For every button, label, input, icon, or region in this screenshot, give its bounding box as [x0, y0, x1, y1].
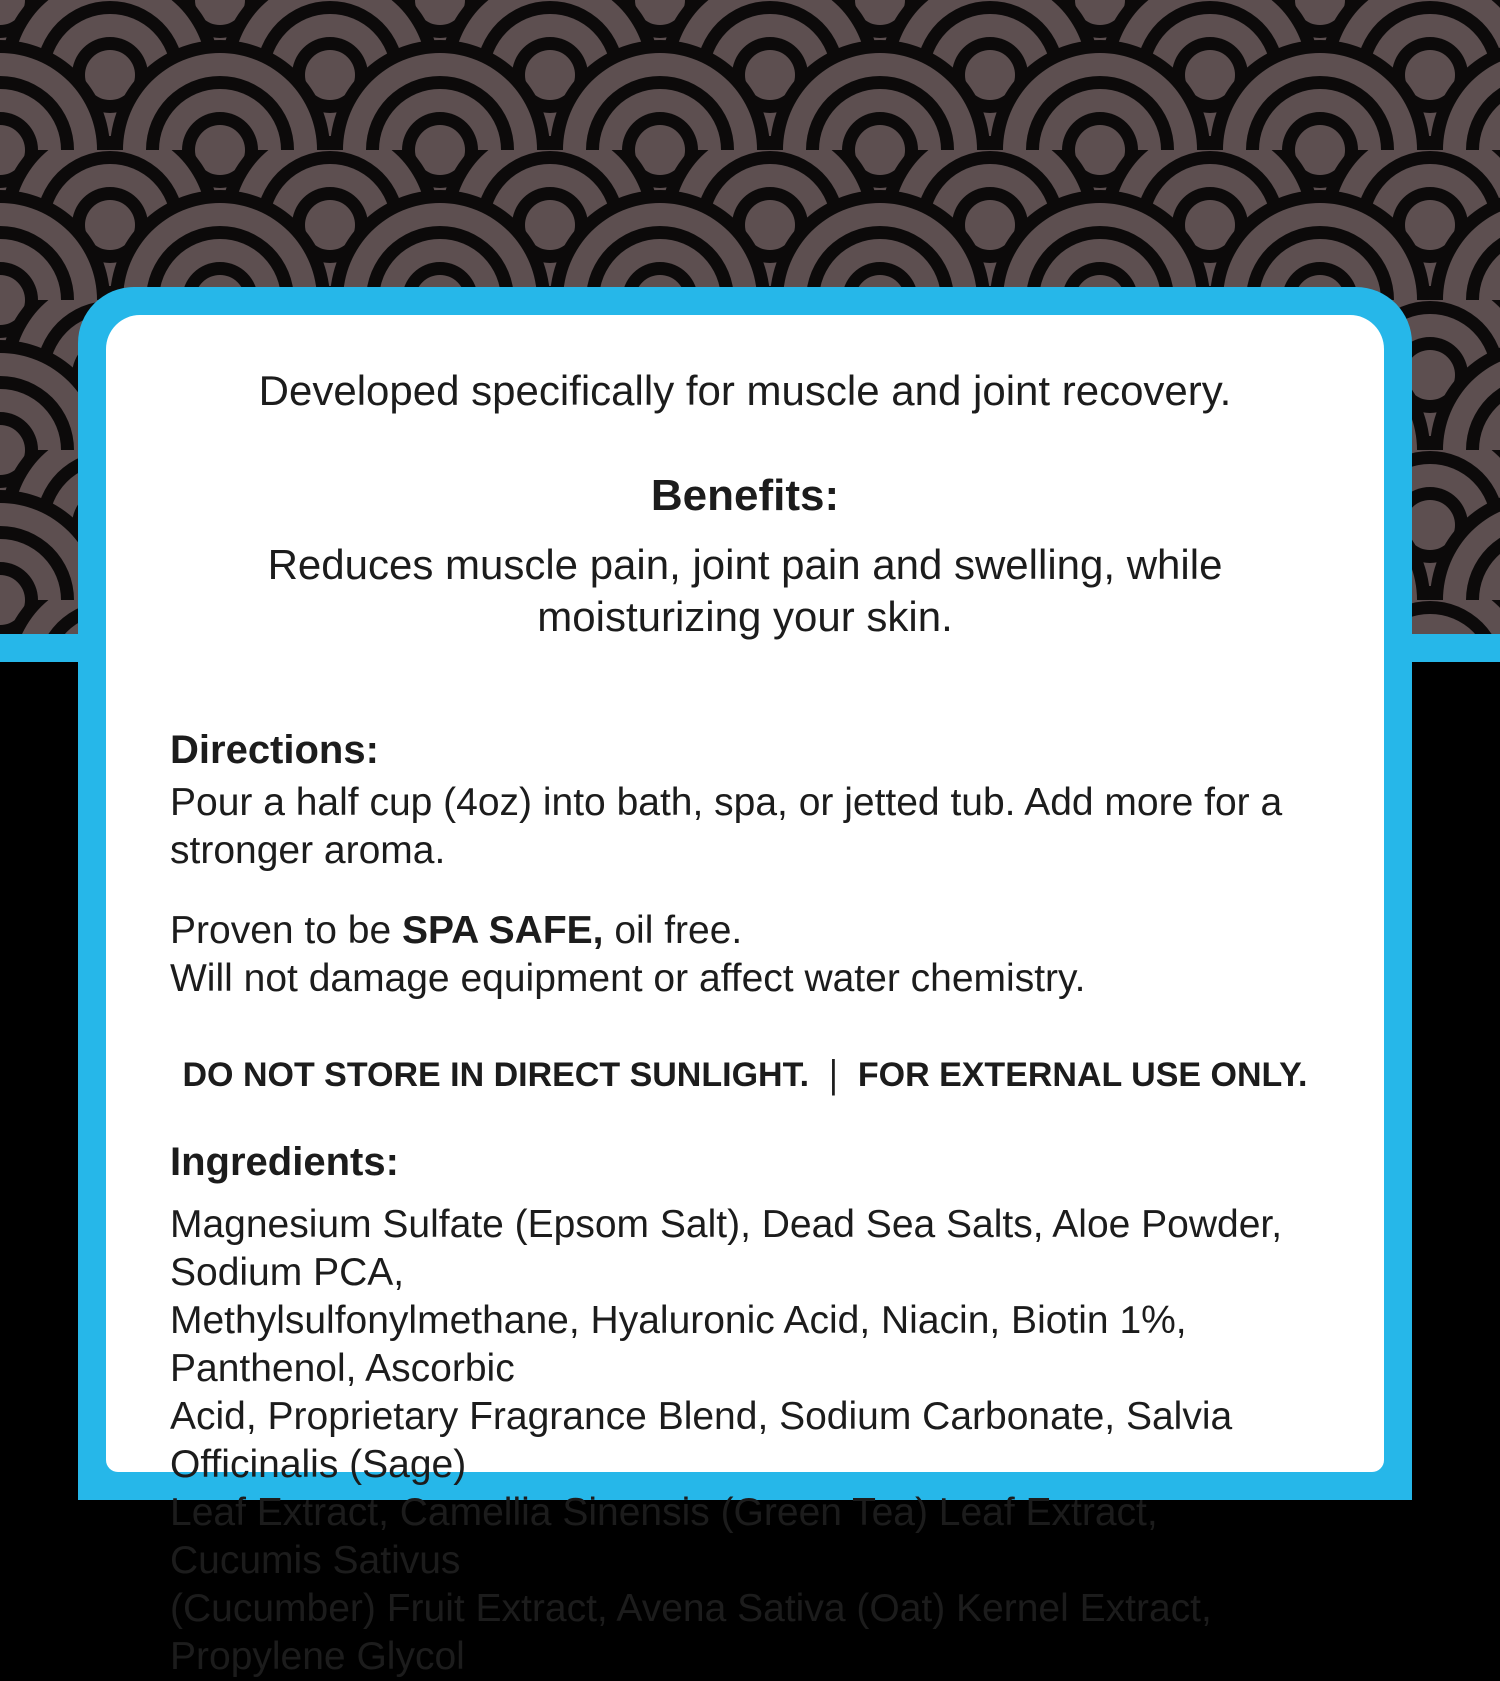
warning-sunlight: DO NOT STORE IN DIRECT SUNLIGHT. — [182, 1056, 810, 1094]
spa-safe-line-2: Will not damage equipment or affect water chemistry. — [170, 957, 1086, 1000]
ingredients-line: Magnesium Sulfate (Epsom Salt), Dead Sea Salts, Aloe Powder, Sodium PCA, — [170, 1203, 1283, 1294]
spa-safe-text — [170, 907, 1320, 1003]
ingredients-line: Acid, Proprietary Fragrance Blend, Sodium Carbonate, Salvia Officinalis (Sage) — [170, 1395, 1233, 1486]
warning-separator: | — [829, 1053, 838, 1097]
directions-heading: Directions: — [170, 728, 379, 772]
spa-safe-bold: SPA SAFE, — [401, 909, 604, 952]
label-card — [78, 287, 1412, 1678]
warning-line — [170, 1053, 1320, 1097]
intro-text: Developed specifically for muscle and joint recovery. — [258, 367, 1232, 414]
directions-text — [170, 779, 1320, 875]
benefits-text — [170, 539, 1320, 643]
spa-safe-suffix: oil free. — [603, 909, 743, 952]
label-card-inner — [106, 315, 1384, 1678]
directions-line-1: Pour a half cup (4oz) into bath, spa, or jetted tub. Add more for a — [170, 781, 1283, 824]
warning-external: FOR EXTERNAL USE ONLY. — [857, 1056, 1308, 1094]
ingredients-heading: Ingredients: — [170, 1140, 399, 1184]
label-content — [106, 315, 1384, 1681]
directions-line-2: stronger aroma. — [170, 829, 446, 872]
ingredients-line: Leaf Extract, Camellia Sinensis (Green Tea) Leaf Extract, Cucumis Sativus — [170, 1491, 1158, 1582]
benefits-line-2: moisturizing your skin. — [537, 593, 953, 640]
ingredients-text — [170, 1201, 1320, 1681]
benefits-heading: Benefits: — [650, 471, 840, 520]
ingredients-line: Methylsulfonylmethane, Hyaluronic Acid, Niacin, Biotin 1%, Panthenol, Ascorbic — [170, 1299, 1187, 1390]
spa-safe-prefix: Proven to be — [170, 909, 402, 952]
benefits-line-1: Reduces muscle pain, joint pain and swelling, while — [267, 541, 1223, 588]
ingredients-line: (Cucumber) Fruit Extract, Avena Sativa (Oat) Kernel Extract, Propylene Glycol — [170, 1587, 1212, 1678]
